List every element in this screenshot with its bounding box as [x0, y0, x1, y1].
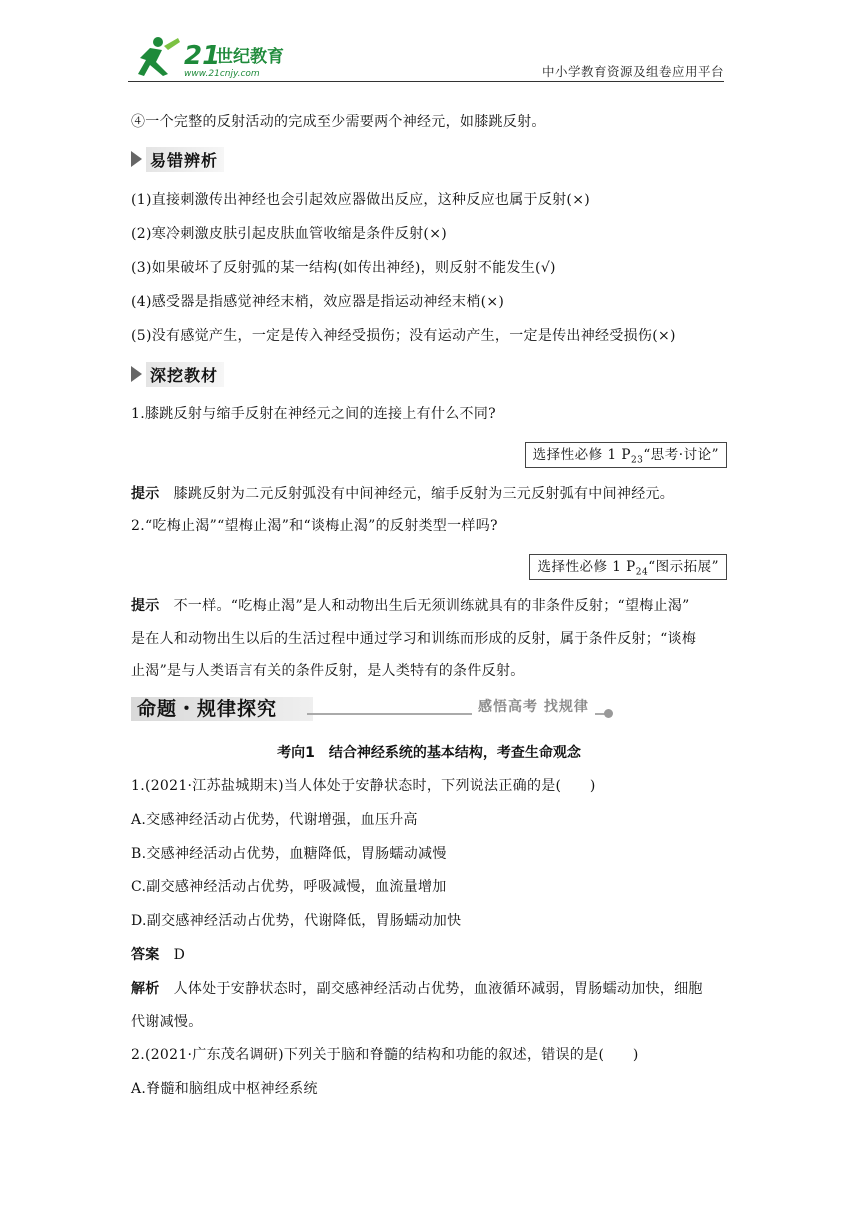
hint-2 [131, 596, 690, 616]
answer-value: D [173, 947, 186, 963]
error-item: (4)感受器是指感觉神经末梢，效应器是指运动神经末梢(×) [131, 294, 505, 310]
ref-text: 选择性必修 1 P [532, 447, 631, 463]
option-b: B.交感神经活动占优势，血糖降低，胃肠蠕动减慢 [131, 846, 447, 862]
hint-text: 不一样。“吃梅止渴”是人和动物出生后无须训练就具有的非条件反射；“望梅止渴” [173, 598, 690, 614]
section-banner [131, 695, 616, 725]
ref-text: 选择性必修 1 P [537, 559, 636, 575]
option-c: C.副交感神经活动占优势，呼吸减慢，血流量增加 [131, 879, 447, 895]
section-title: 易错辨析 [146, 147, 224, 172]
svg-text:21: 21 [184, 41, 221, 71]
answer-label: 答案 [131, 947, 160, 963]
error-item: (2)寒冷刺激皮肤引起皮肤血管收缩是条件反射(×) [131, 226, 447, 242]
ref-tail: “思考·讨论” [643, 447, 719, 463]
answer [131, 945, 185, 965]
banner-dot-icon [604, 709, 613, 718]
option-a: A.脊髓和脑组成中枢神经系统 [131, 1081, 318, 1097]
page-header [128, 34, 724, 84]
ref-tail: “图示拓展” [648, 559, 719, 575]
textbook-reference-1 [525, 442, 727, 468]
analysis-text: 人体处于安静状态时，副交感神经活动占优势，血液循环减弱，胃肠蠕动加快，细胞 [173, 981, 703, 997]
option-a: A.交感神经活动占优势，代谢增强，血压升高 [131, 812, 418, 828]
textbook-question-2: 2.“吃梅止渴”“望梅止渴”和“谈梅止渴”的反射类型一样吗? [131, 518, 498, 534]
section-header-errors [131, 147, 224, 171]
ref-page: 23 [630, 455, 644, 466]
hint-text: 膝跳反射为二元反射弧没有中间神经元，缩手反射为三元反射弧有中间神经元。 [173, 486, 675, 502]
error-item: (5)没有感觉产生，一定是传入神经受损伤；没有运动产生，一定是传出神经受损伤(×) [131, 328, 676, 344]
banner-subtitle: 感悟高考 找规律 [472, 696, 595, 716]
question-1-stem: 1.(2021·江苏盐城期末)当人体处于安静状态时，下列说法正确的是( ) [131, 778, 596, 794]
analysis [131, 979, 703, 999]
triangle-bullet-icon [131, 366, 142, 382]
hint-2-cont: 止渴”是与人类语言有关的条件反射，是人类特有的条件反射。 [131, 663, 525, 679]
question-2-stem: 2.(2021·广东茂名调研)下列关于脑和脊髓的结构和功能的叙述，错误的是( ) [131, 1047, 639, 1063]
banner-title: 命题・规律探究 [137, 698, 278, 720]
ref-page: 24 [635, 567, 649, 578]
analysis-label: 解析 [131, 981, 160, 997]
direction-heading: 考向1 结合神经系统的基本结构，考查生命观念 [277, 745, 581, 761]
textbook-question-1: 1.膝跳反射与缩手反射在神经元之间的连接上有什么不同? [131, 406, 496, 422]
hint-label: 提示 [131, 486, 160, 502]
hint-2-cont: 是在人和动物出生以后的生活过程中通过学习和训练而形成的反射，属于条件反射；“谈梅 [131, 631, 697, 647]
triangle-bullet-icon [131, 151, 142, 167]
error-item: (3)如果破坏了反射弧的某一结构(如传出神经)，则反射不能发生(√) [131, 260, 556, 276]
svg-text:www.21cnjy.com: www.21cnjy.com [184, 69, 260, 79]
analysis-cont: 代谢减慢。 [131, 1014, 203, 1030]
brand-logo [128, 34, 298, 80]
textbook-reference-2 [529, 554, 727, 580]
hint-1 [131, 484, 674, 504]
hint-label: 提示 [131, 598, 160, 614]
option-d: D.副交感神经活动占优势，代谢降低，胃肠蠕动加快 [131, 913, 462, 929]
platform-name: 中小学教育资源及组卷应用平台 [541, 64, 724, 79]
intro-item: ④一个完整的反射活动的完成至少需要两个神经元，如膝跳反射。 [131, 114, 546, 130]
error-item: (1)直接刺激传出神经也会引起效应器做出反应，这种反应也属于反射(×) [131, 192, 590, 208]
header-divider [128, 81, 724, 82]
svg-text:世纪教育: 世纪教育 [216, 47, 284, 67]
section-header-textbook [131, 362, 224, 386]
section-title: 深挖教材 [146, 362, 224, 387]
